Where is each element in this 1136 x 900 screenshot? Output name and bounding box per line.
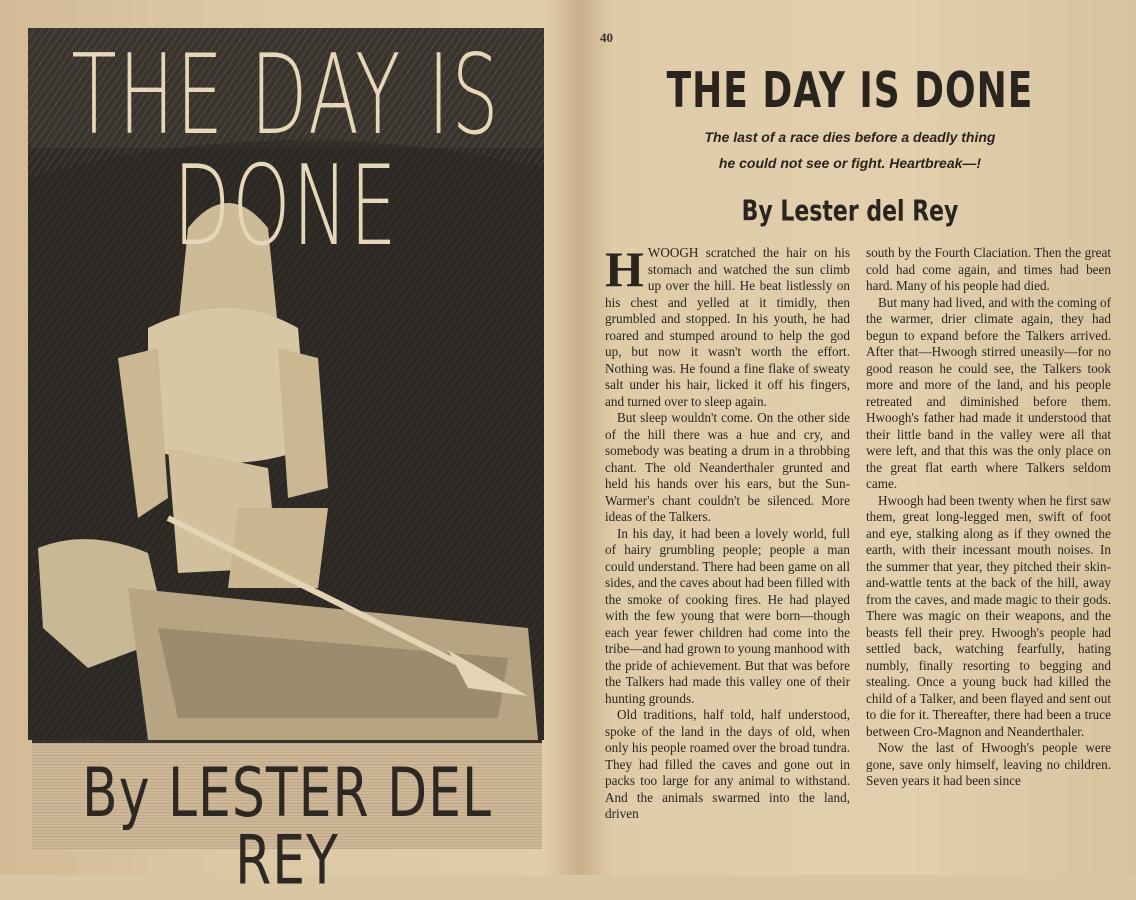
drop-cap: H [605,241,644,297]
paragraph: But sleep wouldn't come. On the other side of the hill there was a hue and cry, and somebody was beating a drum in a throbbing chant. The old Neanderthaler grunted and held his hands over his ears, but the Sun-Warmer's chant couldn't be silenced. More ideas of the Talkers. [605,410,850,524]
paragraph: But many had lived, and with the coming of the warmer, drier climate again, they had begun to expand before the Talkers arrived. After that—Hwoogh stirred uneasily—for no good reason he could see, the Talkers took more and more of the land, and his people retreated and diminished before them. Hwoogh's father had made it understood that their little band in the valley were all that were left, and that this was the only place on the great flat earth where Talkers seldom came. [866,294,1111,491]
subtitle-line-1: The last of a race dies before a deadly thing [704,129,996,145]
paragraph: HWOOGH scratched the hair on his stomach and watched the sun climb up over the hill. He beat listlessly on his chest and yelled at it timidly, then grumbled and stopped. In his youth, he had roared and stumped around to help the god up, but now it wasn't worth the effort. Nothing was. He found a fine flake of sweaty salt under his hair, licked it off his fingers, and turned over to sleep again. [605,241,850,409]
right-title: THE DAY IS DONE [666,64,1034,120]
text-column-1 [605,241,850,823]
left-byline: By LESTER DEL REY [82,754,492,900]
left-title: THE DAY IS DONE [71,31,501,271]
paragraph: Now the last of Hwoogh's people were gone, save only himself, leaving no children. Seven years it had been since [866,740,1111,788]
text-column-2 [866,245,1111,790]
paragraph: In his day, it had been a lovely world, full of hairy grumbling people; people a man could understand. There had been game on all sides, and the caves about had been filled with the smoke of cooking fires. He had played with the few young that were born—though each year fewer children had come into the tribe—and had grown to young manhood with the pride of achievement. But that was before the Talkers had made this valley one of their hunting grounds. [605,525,850,706]
paragraph: Old traditions, half told, half understood, spoke of the land in the days of old, when only his people roamed over the broad tundra. They had filled the caves and gone out in packs too large for any animal to withstand. And the animals swarmed into the land, driven [605,707,850,821]
subtitle-line-2: he could not see or fight. Heartbreak—! [718,155,982,171]
subtitle [600,124,1100,176]
right-byline: By Lester del Rey [741,196,959,229]
page-number: 40 [600,30,613,45]
paragraph: south by the Fourth Claciation. Then the great cold had come again, and times had been hard. Many of his people had died. [866,245,1111,293]
paragraph: Hwoogh had been twenty when he first saw them, great long-legged men, swift of foot and eye, stalking along as if they owned the earth, with their incessant mouth noises. In the summer that year, they pitched their skin-and-wattle tents at the back of the hill, away from the caves, and made magic to their gods. There was magic on their weapons, and the beasts fell their prey. Hwoogh's people had settled back, watching fearfully, hating numbly, finally resorting to begging and stealing. Once a young buck had killed the child of a Talker, and been flayed and sent out to die for it. Thereafter, there had been a truce between Cro-Magnon and Neanderthaler. [866,492,1111,739]
